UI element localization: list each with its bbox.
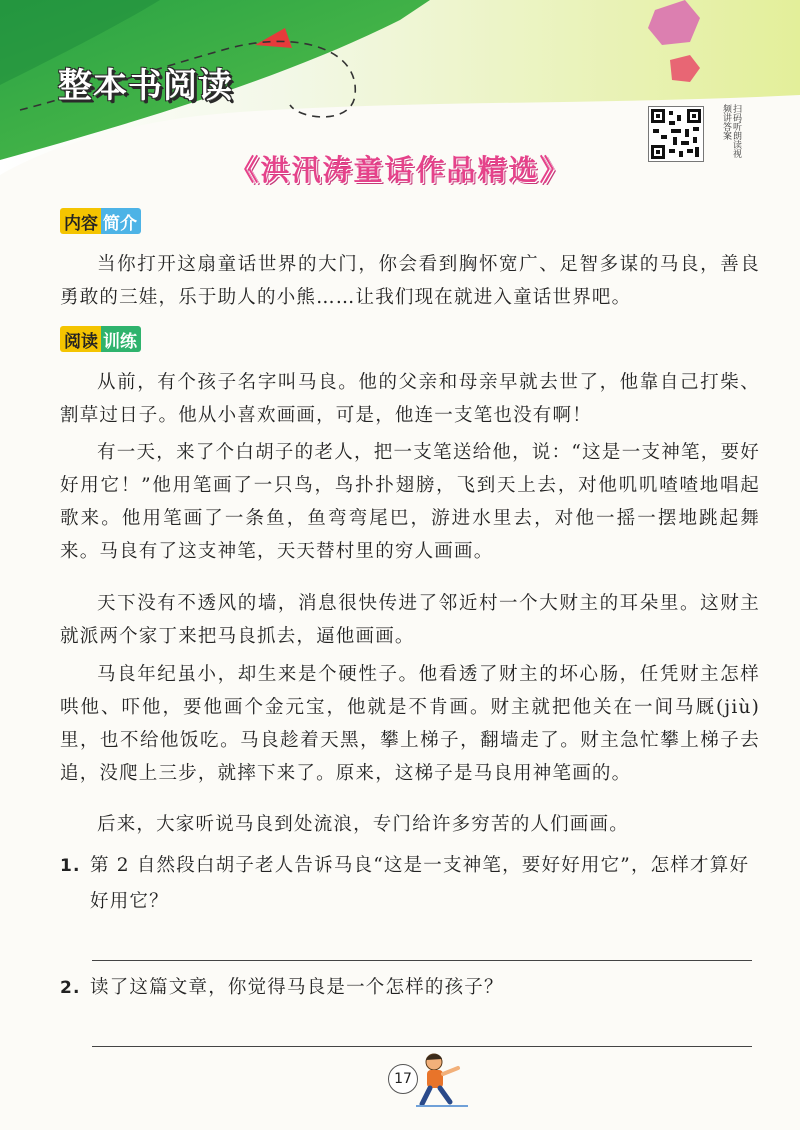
question-1-number: 1.	[60, 856, 81, 876]
story-paragraph-4: 马良年纪虽小，却生来是个硬性子。他看透了财主的坏心肠，任凭财主怎样哄他、吓他，要他画个金元宝，他就是不肯画。财主就把他关在一间马厩(jiù)里，也不给他饭吃。马良趁着天黑，攀上梯子，翻墙走了。财主急忙攀上梯子去追，没爬上三步，就摔下来了。原来，这梯子是马良用神笔画的。	[60, 664, 760, 784]
intro-text: 当你打开这扇童话世界的大门，你会看到胸怀宽广、足智多谋的马良，善良勇敢的三娃，乐于助人的小熊……让我们现在就进入童话世界吧。	[60, 254, 760, 308]
banner-title: 整本书阅读	[58, 66, 233, 106]
page-number: 17	[388, 1064, 418, 1094]
story-paragraph-2: 有一天，来了个白胡子的老人，把一支笔送给他，说：“这是一支神笔，要好好用它！”他用笔画了一只鸟，鸟扑扑翅膀，飞到天上去，对他叽叽喳喳地唱起歌来。他用笔画了一条鱼，鱼弯弯尾巴，游进水里去，对他一摇一摆地跳起舞来。马良有了这支神笔，天天替村里的穷人画画。	[60, 442, 760, 562]
answer-line-1[interactable]	[92, 960, 752, 961]
reading-tag-main: 阅读	[60, 326, 101, 352]
story-paragraph-1: 从前，有个孩子名字叫马良。他的父亲和母亲早就去世了，他靠自己打柴、割草过日子。他从小喜欢画画，可是，他连一支笔也没有啊！	[60, 372, 760, 426]
question-2-text: 读了这篇文章，你觉得马良是一个怎样的孩子？	[90, 977, 504, 998]
intro-tag-main: 内容	[60, 208, 101, 234]
reading-tag	[60, 326, 141, 352]
story-paragraph-5: 后来，大家听说马良到处流浪，专门给许多穷苦的人们画画。	[97, 814, 629, 835]
book-title: 《洪汛涛童话作品精选》	[229, 153, 571, 187]
question-2	[60, 970, 760, 1006]
reading-tag-sub: 训练	[101, 326, 141, 352]
answer-line-2[interactable]	[92, 1046, 752, 1047]
intro-tag-sub: 简介	[101, 208, 141, 234]
question-2-number: 2.	[60, 978, 81, 998]
story-paragraph-3: 天下没有不透风的墙，消息很快传进了邻近村一个大财主的耳朵里。这财主就派两个家丁来把马良抓去，逼他画画。	[60, 593, 760, 647]
qr-label: 扫码听朗读视频讲答案	[721, 104, 741, 158]
intro-tag	[60, 208, 141, 234]
question-1-text: 第 2 自然段白胡子老人告诉马良“这是一支神笔，要好好用它”，怎样才算好好用它？	[90, 855, 750, 912]
question-1	[60, 848, 760, 920]
running-boy-icon	[412, 1050, 472, 1110]
